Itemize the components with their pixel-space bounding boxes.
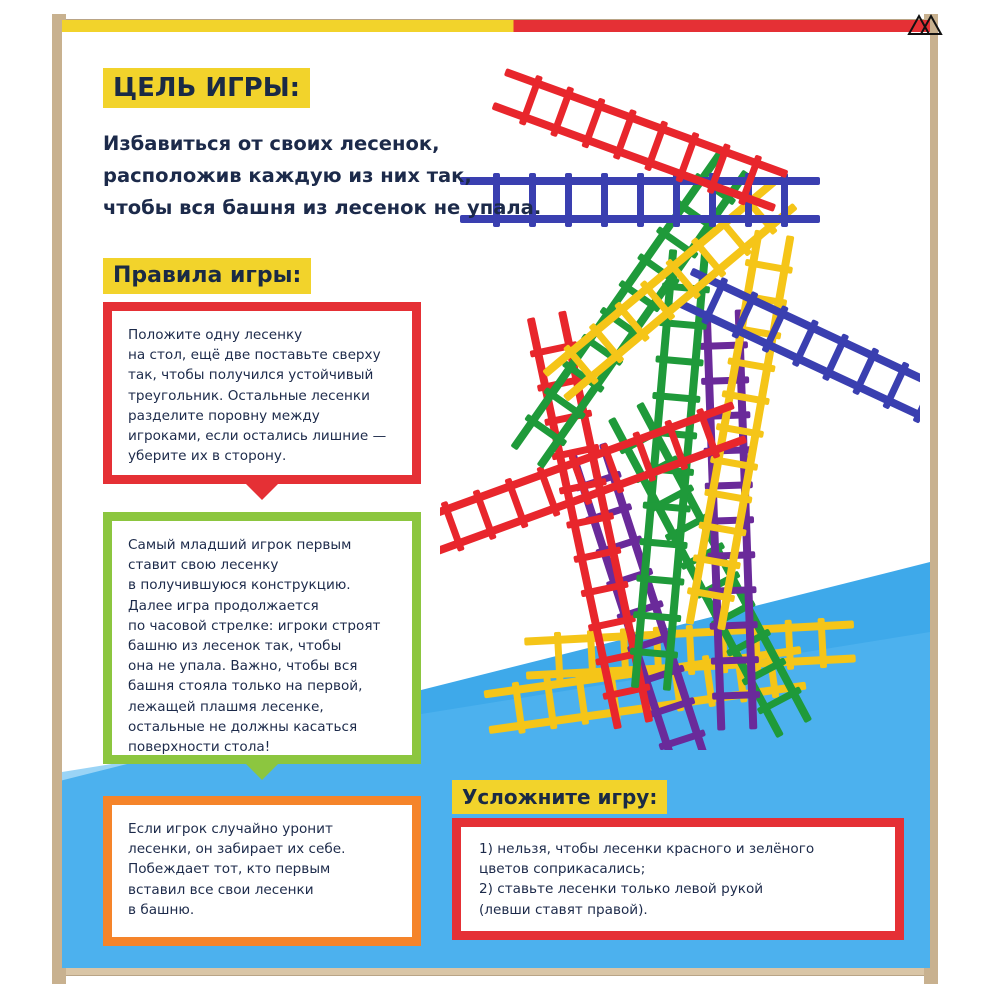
goal-heading: ЦЕЛЬ ИГРЫ: xyxy=(103,68,310,108)
speech-tail xyxy=(246,764,278,780)
card-line: башню из лесенок так, чтобы xyxy=(128,638,342,655)
card-line: башня стояла только на первой, xyxy=(128,678,363,695)
harder-card xyxy=(452,818,904,940)
card-line: Самый младший игрок первым xyxy=(128,537,352,553)
goal-line: расположив каждую из них так, xyxy=(103,164,472,187)
card-line: Побеждает тот, кто первым xyxy=(128,861,331,878)
rules-heading: Правила игры: xyxy=(103,258,311,294)
card-line: лежащей плашмя лесенке, xyxy=(128,698,324,715)
speech-tail xyxy=(246,484,278,500)
card-line: ставит свою лесенку xyxy=(128,557,279,574)
goal-line: Избавиться от своих лесенок, xyxy=(103,132,440,155)
card-line: она не упала. Важно, чтобы вся xyxy=(128,658,358,675)
card-line: Положите одну лесенку xyxy=(128,327,303,343)
card-line: цветов соприкасались; xyxy=(479,861,646,878)
ladder-shape xyxy=(524,616,856,683)
card-line: треугольник. Остальные лесенки xyxy=(128,387,370,404)
card-line: разделите поровну между xyxy=(128,407,320,424)
ladder-shape xyxy=(507,149,753,471)
harder-heading: Усложните игру: xyxy=(452,780,667,814)
card-line: Если игрок случайно уронит xyxy=(128,821,333,837)
rules-card-play xyxy=(103,512,421,764)
card-line: в получившуюся конструкцию. xyxy=(128,577,351,594)
card-line: Далее игра продолжается xyxy=(128,597,319,614)
card-line: (левши ставят правой). xyxy=(479,901,648,918)
rules-card-winner xyxy=(103,796,421,946)
card-line: вставил все свои лесенки xyxy=(128,881,314,898)
card-line: поверхности стола! xyxy=(128,739,271,756)
brand-logo-icon xyxy=(905,12,945,36)
card-line: игроками, если остались лишние — xyxy=(128,428,387,445)
card-line: остальные не должны касаться xyxy=(128,718,358,735)
card-line: в башню. xyxy=(128,901,195,918)
rules-card-setup xyxy=(103,302,421,484)
card-line: лесенки, он забирает их себе. xyxy=(128,841,346,858)
card-line: 1) нельзя, чтобы лесенки красного и зелёного xyxy=(479,841,815,857)
card-line: на стол, ещё две поставьте сверху xyxy=(128,347,381,364)
goal-line: чтобы вся башня из лесенок не упала. xyxy=(103,196,542,219)
card-line: так, чтобы получился устойчивый xyxy=(128,367,374,384)
card-line: 2) ставьте лесенки только левой рукой xyxy=(479,881,764,898)
goal-text xyxy=(103,128,543,224)
card-line: по часовой стрелке: игроки строят xyxy=(128,617,381,634)
card-line: уберите их в сторону. xyxy=(128,448,287,465)
